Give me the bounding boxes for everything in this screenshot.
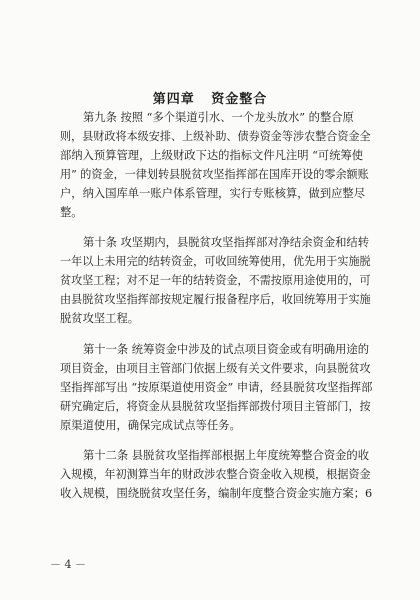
paragraph-2-line-1: 第十条 攻坚期内，县脱贫攻坚指挥部对净结余资金和结转 <box>83 236 370 249</box>
paragraph-2-line-5: 脱贫攻坚工程。 <box>60 312 140 325</box>
paragraph-4-line-3: 收入规模，围绕脱贫攻坚任务，编制年度整合资金实施方案；6 <box>60 487 373 500</box>
paragraph-1-line-3: 部纳入预算管理，上级财政下达的指标文件凡注明 “可统筹使 <box>60 149 364 162</box>
paragraph-1-line-6: 整。 <box>60 206 83 219</box>
paragraph-1-line-2: 则，县财政将本级安排、上级补助、债券资金等涉农整合资金全 <box>60 130 371 143</box>
paragraph-3-line-2: 项目资金，由项目主管部门依据上级有关文件要求，向县脱贫攻 <box>60 362 371 375</box>
paragraph-4-line-1: 第十二条 县脱贫攻坚指挥部根据上年度统筹整合资金的收 <box>83 449 370 462</box>
paragraph-1-line-5: 户，纳入国库单一账户体系管理，实行专账核算，做到应整尽 <box>60 187 366 200</box>
paragraph-3-line-4: 研究确定后，将资金从县脱贫攻坚指挥部拨付项目主管部门，按 <box>60 400 371 413</box>
paragraph-3-line-5: 原渠道使用，确保完成试点等任务。 <box>60 419 241 432</box>
paragraph-2-line-4: 由县脱贫攻坚指挥部按规定履行报备程序后，收回统筹用于实施 <box>60 293 371 306</box>
paragraph-4-line-2: 入规模，年初测算当年的财政涉农整合资金收入规模，根据资金 <box>60 468 371 481</box>
page-number: － 4 － <box>50 558 86 571</box>
chapter-title: 第四章 资金整合 <box>152 92 268 107</box>
paragraph-2-line-2: 一年以上未用完的结转资金，可收回统筹使用，优先用于实施脱 <box>60 255 371 268</box>
paragraph-3-line-1: 第十一条 统筹资金中涉及的试点项目资金或有明确用途的 <box>83 343 370 356</box>
paragraph-2-line-3: 贫攻坚工程；对不足一年的结转资金，不需按原用途使用的，可 <box>60 274 371 287</box>
paragraph-1-line-4: 用” 的资金，一律划转县脱贫攻坚指挥部在国库开设的零余额账 <box>60 168 369 181</box>
paragraph-1-line-1: 第九条 按照 “多个渠道引水、一个龙头放水” 的整合原 <box>83 111 354 124</box>
paragraph-3-line-3: 坚指挥部写出 “按原渠道使用资金” 申请，经县脱贫攻坚指挥部 <box>60 381 373 394</box>
